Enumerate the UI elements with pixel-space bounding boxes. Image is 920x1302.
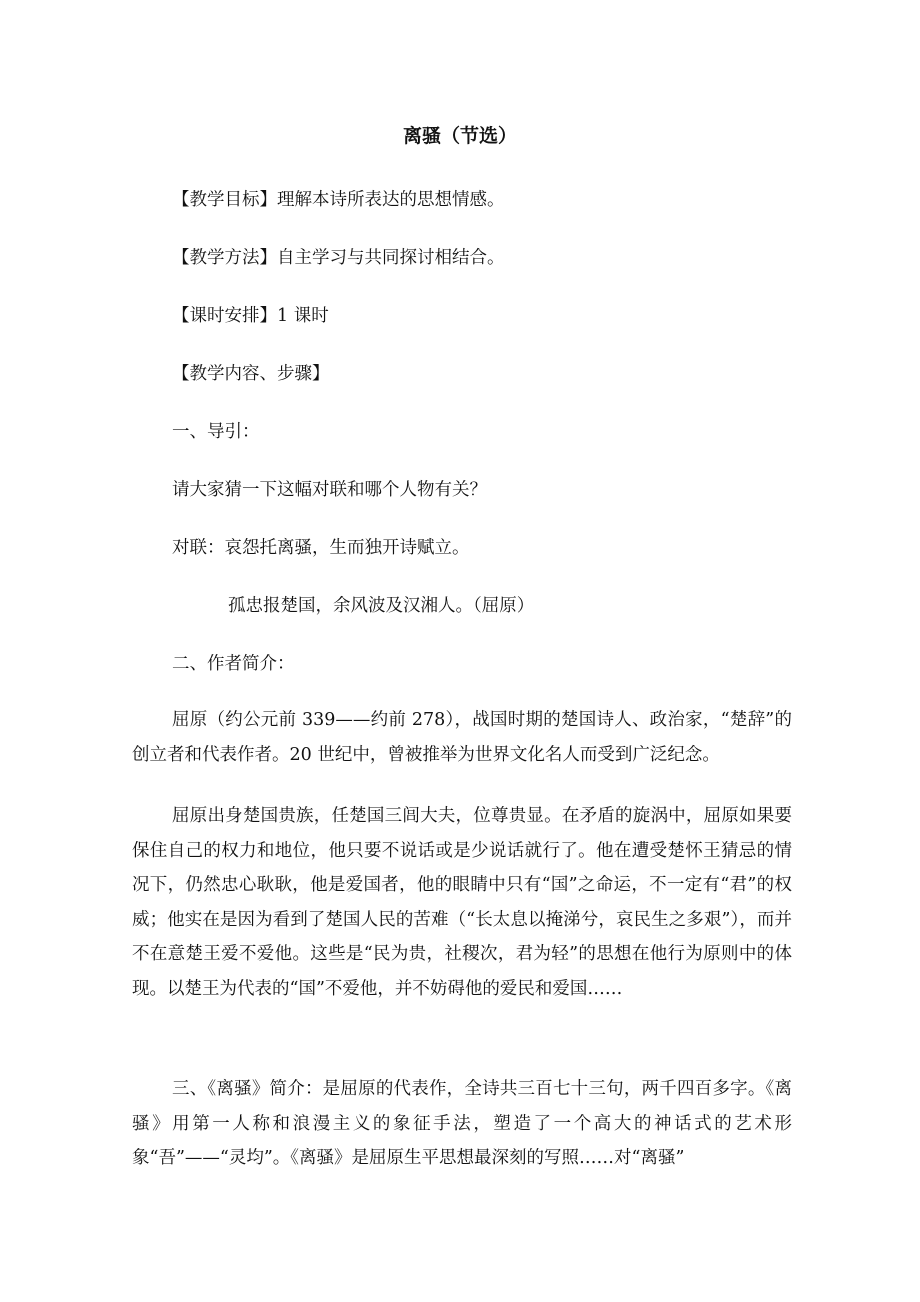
- objectives-label: 【教学目标】: [172, 190, 277, 210]
- objectives-text: 理解本诗所表达的思想情感。: [277, 190, 505, 210]
- method-text: 自主学习与共同探讨相结合。: [277, 248, 505, 268]
- lisao-intro-paragraph: 三、《离骚》简介：是屈原的代表作，全诗共三百七十三句，两千四百多字。《离骚》用第一人称和浪漫主义的象征手法，塑造了一个高大的神话式的艺术形象“吾”——“灵均”。《离骚》是屈原生平思想最深刻的写照……对“离骚”: [132, 1079, 792, 1168]
- method-label: 【教学方法】: [172, 248, 277, 268]
- content-heading: 【教学内容、步骤】: [172, 364, 330, 384]
- section1-question: 请大家猜一下这幅对联和哪个人物有关？: [172, 480, 487, 500]
- couplet-line-1: 对联：哀怨托离骚，生而独开诗赋立。: [172, 538, 470, 558]
- schedule-label: 【课时安排】: [172, 306, 277, 326]
- section1-heading: 一、导引：: [172, 422, 260, 442]
- document-title: 离骚（节选）: [402, 125, 517, 147]
- couplet-line-2: 孤忠报楚国，余风波及汉湘人。（屈原）: [228, 596, 535, 616]
- schedule-text: 1 课时: [277, 306, 329, 326]
- schedule-line: [172, 302, 329, 330]
- section2-heading: 二、作者简介：: [172, 654, 295, 674]
- author-intro-paragraph-2: 屈原出身楚国贵族，任楚国三闾大夫，位尊贵显。在矛盾的旋涡中，屈原如果要保住自己的权力和地位，他只要不说话或是少说话就行了。他在遭受楚怀王猜忌的情况下，仍然忠心耿耿，他是爱国者，他的眼睛中只有“国”之命运，不一定有“君”的权威；他实在是因为看到了楚国人民的苦难（“长太息以掩涕兮，哀民生之多艰”），而并不在意楚王爱不爱他。这些是“民为贵，社稷次，君为轻”的思想在他行为原则中的体现。以楚王为代表的“国”不爱他，并不妨碍他的爱民和爱国……: [132, 806, 792, 999]
- method-line: [172, 244, 505, 272]
- author-intro-paragraph-1: 屈原（约公元前 339——约前 278），战国时期的楚国诗人、政治家，“楚辞”的创立者和代表作者。20 世纪中，曾被推举为世界文化名人而受到广泛纪念。: [132, 710, 792, 765]
- objectives-line: [172, 186, 505, 214]
